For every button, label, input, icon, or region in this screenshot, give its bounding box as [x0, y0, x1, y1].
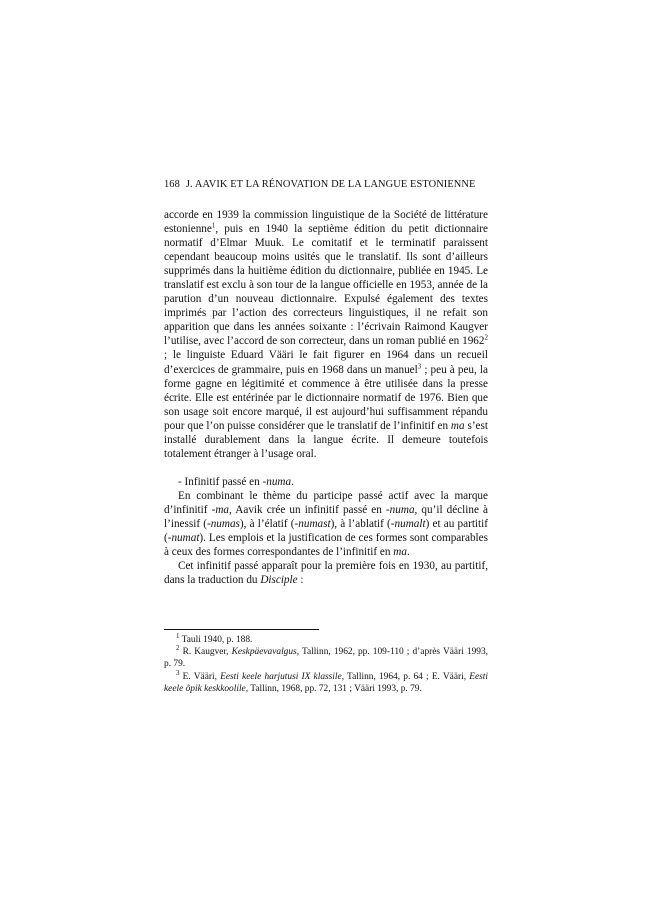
- footnote-number: 1: [176, 632, 180, 641]
- footnote-number: 2: [176, 644, 180, 653]
- book-page: [164, 178, 488, 695]
- footnote-separator: [164, 629, 319, 630]
- footnote-ref-3[interactable]: 3: [417, 361, 422, 370]
- italic-term: numa: [266, 475, 292, 488]
- text-run: ), à l’ablatif (-: [330, 517, 395, 530]
- italic-term: numast: [298, 517, 331, 530]
- text-run: , Aavik crée un infinitif passé en -: [229, 503, 390, 516]
- footnote-text: , Tallinn, 1964, p. 64 ; E. Vääri,: [341, 671, 470, 682]
- footnote-text: , Tallinn, 1962, pp. 109-110 ; d’après Vääri 1993, p. 79.: [164, 647, 488, 670]
- paragraph-translatif: [164, 208, 488, 461]
- page-number: 168: [164, 179, 180, 190]
- text-run: :: [297, 574, 304, 587]
- text-run: .: [406, 546, 410, 559]
- text-run: En combinant le thème du participe passé actif avec la marque d’infinitif -: [164, 489, 488, 516]
- body-text: [164, 208, 488, 587]
- text-run: , puis en 1940 la septième édition du petit dictionnaire normatif d’Elmar Muuk. Le comitatif et le terminatif paraissent cependant beaucoup moins usités que le translatif. Ils sont d’ailleurs supprimés dans la huitième édition du dictionnaire, publiée en 1945. Le translatif est exclu à son tour de la langue officielle en 1953, année de la parution d’un nouveau dictionnaire. Expulsé également des textes imprimés par l’action des correcteurs linguistiques, il ne refait son apparition que dans les années soixante : l’écrivain Raimond Kaugver l’utilise, avec l’accord de son correcteur, dans un roman publié en 1962: [164, 223, 488, 348]
- footnote-3: [164, 668, 489, 695]
- section-heading-infinitif-passe: [164, 475, 488, 489]
- footnote-text: R. Kaugver,: [179, 647, 232, 658]
- text-run: - Infinitif passé en -: [178, 475, 267, 488]
- text-run: s’est installé durablement dans la langue écrite. Il demeure toutefois totalement étranger à l’usage oral.: [164, 419, 488, 460]
- italic-title: Disciple: [260, 574, 298, 587]
- text-run: ), à l’élatif (-: [239, 517, 299, 530]
- italic-title: Eesti keele õpik keskkoolile: [164, 671, 489, 694]
- footnote-ref-1[interactable]: 1: [211, 221, 216, 230]
- text-run: ). Les emplois et la justification de ces formes sont comparables à ceux des formes correspondantes de l’infinitif en: [164, 532, 488, 559]
- running-header: [164, 178, 488, 192]
- footnote-text: , Tallinn, 1968, pp. 72, 131 ; Vääri 1993, p. 79.: [245, 683, 422, 694]
- text-run: ; le linguiste Eduard Vääri le fait figurer en 1964 dans un recueil d’exercices de grammaire, puis en 1968 dans un manuel: [164, 349, 488, 376]
- paragraph-premiere-apparition: [164, 559, 488, 587]
- text-run: Cet infinitif passé apparaît pour la première fois en 1930, au partitif, dans la traduction du: [164, 560, 488, 587]
- text-run: , qu’il décline à l’inessif (-: [164, 503, 489, 530]
- text-run: .: [291, 475, 294, 488]
- footnote-ref-2[interactable]: 2: [484, 333, 488, 342]
- italic-term: numat: [171, 532, 200, 545]
- paragraph-infinitif-passe: [164, 489, 488, 559]
- italic-term: ma: [450, 419, 465, 432]
- italic-term: ma: [393, 546, 407, 559]
- text-run: ; peu à peu, la forme gagne en légitimité et commence à être utilisée dans la presse écrite. Elle est entérinée par le dictionnaire normatif de 1976. Bien que son usage soit encore marqué, il est aujourd’hui suffisamment répandu pour que l’on puisse considérer que le translatif de l’infinitif en: [164, 363, 488, 432]
- footnote-text: E. Vääri,: [179, 671, 221, 682]
- text-run: ) et au partitif (-: [164, 517, 488, 545]
- italic-title: Keskpäevavalgus: [231, 647, 297, 658]
- running-title: J. AAVIK ET LA RÉNOVATION DE LA LANGUE ESTONIENNE: [185, 179, 476, 190]
- footnote-1: [164, 634, 488, 646]
- footnote-text: Tauli 1940, p. 188.: [179, 635, 253, 646]
- italic-term: numalt: [394, 517, 426, 530]
- italic-title: Eesti keele harjutusi IX klassile: [220, 671, 342, 682]
- text-run: accorde en 1939 la commission linguistique de la Société de littérature estonienne: [164, 209, 488, 236]
- italic-term: numa: [389, 503, 415, 516]
- footnote-number: 3: [176, 668, 180, 677]
- footnotes: [164, 634, 488, 694]
- italic-term: numas: [210, 517, 240, 530]
- italic-term: ma: [215, 503, 230, 516]
- footnote-2: [164, 646, 488, 670]
